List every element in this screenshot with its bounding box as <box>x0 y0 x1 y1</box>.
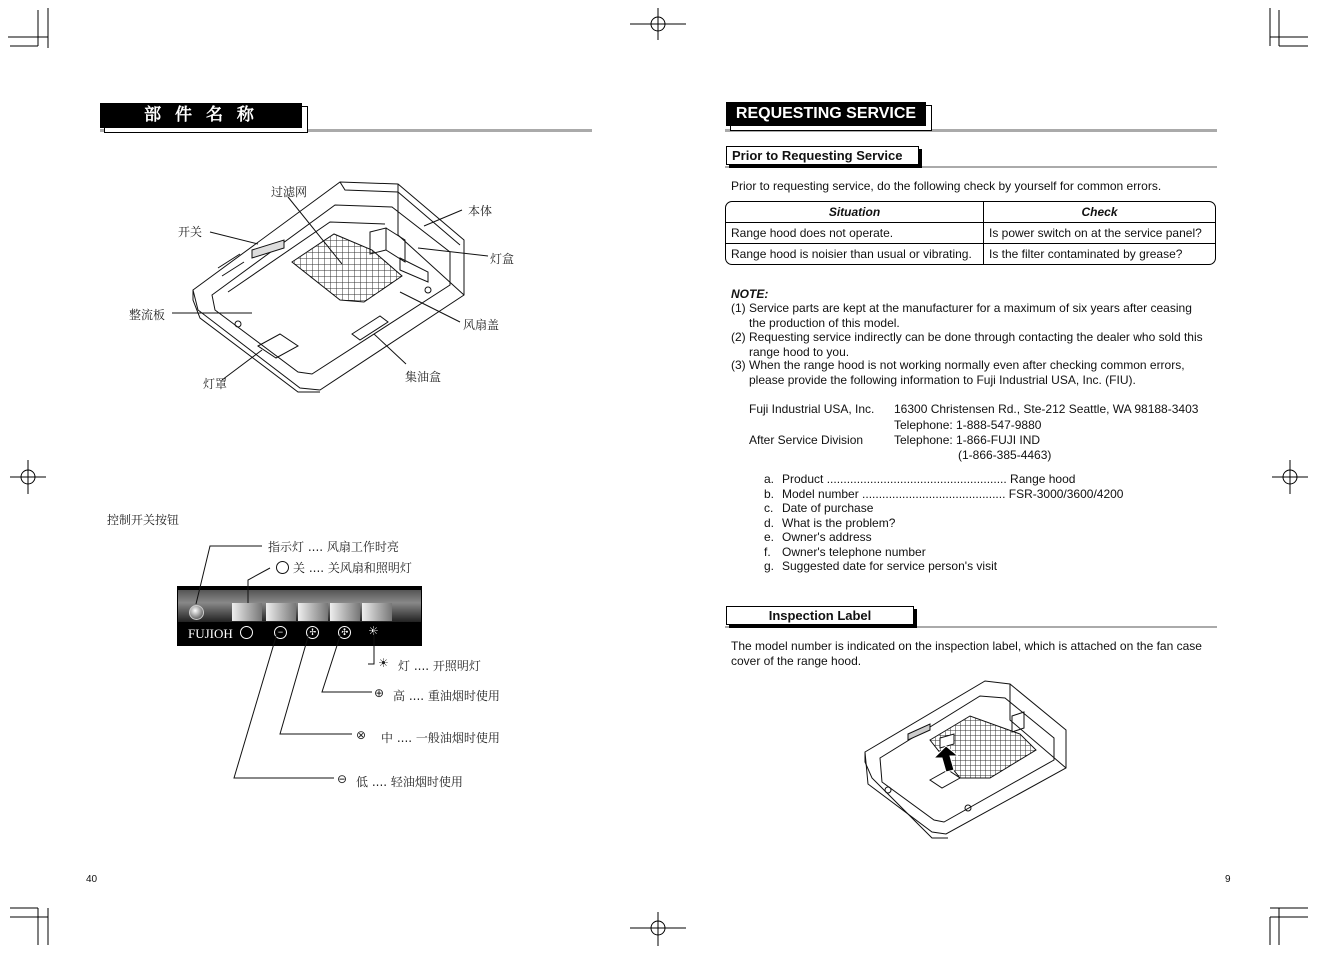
left-page-title: 部 件 名 称 <box>100 103 302 128</box>
table-cell: Range hood is noisier than usual or vibrating. <box>726 244 984 264</box>
left-page-number: 40 <box>86 874 98 885</box>
section2-title: Inspection Label <box>726 606 914 625</box>
item-text: Date of purchase <box>782 501 874 515</box>
item-letter: c. <box>764 501 774 515</box>
note-text-cont: please provide the following information to Fuji Industrial USA, Inc. (FIU). <box>749 372 1136 387</box>
note-number: (1) <box>731 301 746 315</box>
lamp-icon: ☀ <box>368 624 379 638</box>
mid-label-fan-icon: ⊗ <box>356 728 367 742</box>
mid-fan-icon: ✢ <box>306 626 319 639</box>
note-text: When the range hood is not working normally even after checking common errors, <box>749 358 1185 372</box>
label-lamp-cover: 灯罩 <box>203 377 228 391</box>
item-letter: a. <box>764 472 775 486</box>
label-oil-cup: 集油盒 <box>405 370 442 384</box>
item-text: What is the problem? <box>782 515 896 530</box>
right-page-number: 9 <box>1225 874 1231 885</box>
light-label: 灯 .... 开照明灯 <box>398 659 481 673</box>
high-label: 高 .... 重油烟时使用 <box>393 689 500 703</box>
control-panel-brand: FUJIOH <box>188 626 233 641</box>
contact-tel1: Telephone: 1-888-547-9880 <box>894 418 1042 432</box>
item-letter: b. <box>764 486 775 501</box>
note-text-cont: range hood to you. <box>749 344 850 359</box>
item-letter: e. <box>764 530 775 544</box>
low-fan-icon: − <box>274 626 287 639</box>
high-label-fan-icon: ⊕ <box>374 686 385 700</box>
item-letter: g. <box>764 559 775 573</box>
mid-label: 中 .... 一般油烟时使用 <box>381 731 500 745</box>
item-text: Owner's telephone number <box>782 544 926 559</box>
label-flow-plate: 整流板 <box>129 308 166 322</box>
table-cell: Range hood does not operate. <box>726 223 984 244</box>
intro-text: Prior to requesting service, do the following check by yourself for common errors. <box>731 179 1162 193</box>
note-title: NOTE: <box>731 287 769 301</box>
label-body: 本体 <box>468 204 493 218</box>
note-text-cont: the production of this model. <box>749 315 900 330</box>
label-switch: 开关 <box>178 225 203 239</box>
inspection-text-line: cover of the range hood. <box>731 653 862 668</box>
note-text: Service parts are kept at the manufacturer for a maximum of six years after ceasing <box>749 301 1192 315</box>
high-fan-icon: ✣ <box>338 626 351 639</box>
contact-division: After Service Division <box>749 433 864 447</box>
control-panel-title: 控制开关按钮 <box>107 513 180 527</box>
label-fan-cover: 风扇盖 <box>463 318 500 332</box>
contact-tel2-alt: (1-866-385-4463) <box>958 448 1052 462</box>
item-text: Owner's address <box>782 530 872 544</box>
table-header-situation: Situation <box>726 202 984 223</box>
label-light-box: 灯盒 <box>490 252 515 266</box>
note-text: Requesting service indirectly can be done through contacting the dealer who sold this <box>749 330 1203 344</box>
note-number: (3) <box>731 358 746 372</box>
contact-company: Fuji Industrial USA, Inc. <box>749 402 875 416</box>
label-filter: 过滤网 <box>271 185 308 199</box>
item-letter: d. <box>764 515 775 530</box>
note-number: (2) <box>731 330 746 344</box>
inspection-text-line: The model number is indicated on the inspection label, which is attached on the fan case <box>731 639 1202 653</box>
item-text: Product ...................................................... Range hood <box>782 472 1076 486</box>
table-header-check: Check <box>984 202 1215 223</box>
indicator-label: 指示灯 .... 风扇工作时亮 <box>268 540 399 554</box>
table-cell: Is power switch on at the service panel? <box>984 223 1215 244</box>
contact-address: 16300 Christensen Rd., Ste-212 Seattle, WA 98188-3403 <box>894 402 1199 416</box>
lamp-label-icon: ☀ <box>378 656 389 670</box>
right-page-title: REQUESTING SERVICE <box>726 102 926 126</box>
table-cell: Is the filter contaminated by grease? <box>989 247 1183 261</box>
item-text: Suggested date for service person's visit <box>782 559 998 573</box>
item-letter: f. <box>764 544 771 559</box>
item-text: Model number ........................................... FSR-3000/3600/4200 <box>782 486 1124 501</box>
off-label: 关 .... 关风扇和照明灯 <box>293 561 412 575</box>
low-label: 低 .... 轻油烟时使用 <box>356 775 463 789</box>
section1-title: Prior to Requesting Service <box>726 146 919 165</box>
contact-tel2: Telephone: 1-866-FUJI IND <box>894 433 1041 447</box>
low-label-fan-icon: ⊖ <box>337 772 348 786</box>
